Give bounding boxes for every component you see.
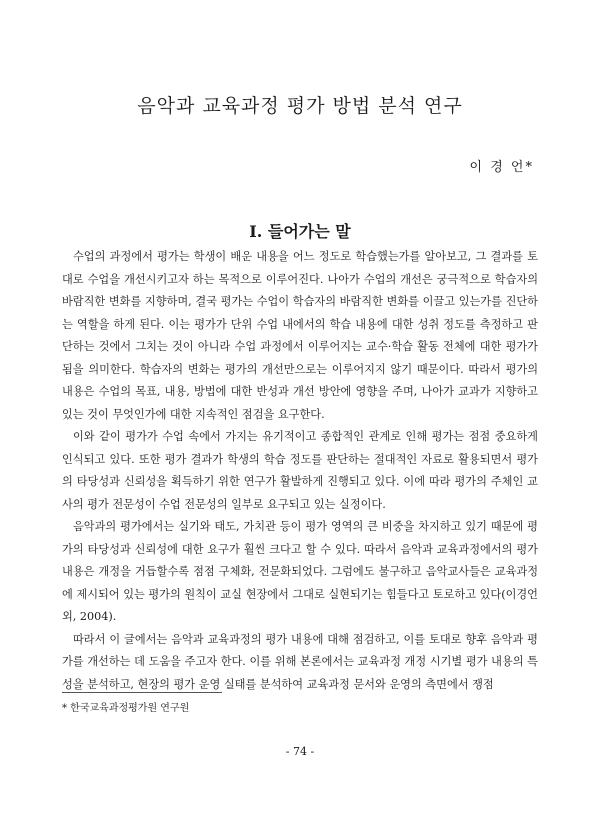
paper-title: 음악과 교육과정 평가 방법 분석 연구 [137, 94, 463, 117]
author-name: 이 경 언* [469, 160, 534, 175]
paragraph: 수업의 과정에서 평가는 학생이 배운 내용을 어느 정도로 학습했는가를 알아보고, 그 결과를 토대로 수업을 개선시키고자 하는 목적으로 이루어진다. 나아가 수업의 개선은 궁극적으로 학습자의 바람직한 변화를 지향하며, 결국 평가는 수업이 학습자의 바람직한 변화를 이끌고 있는가를 진단하는 역할을 하게 된다. 이는 평가가 단위 수업 내에서의 학습 내용에 대한 성취 정도를 측정하고 판단하는 것에서 그치는 것이 아니라 수업 과정에서 이루어지는 교수·학습 활동 전체에 대한 평가가 됨을 의미한다. 학습자의 변화는 평가의 개선만으로는 이루어지지 않기 때문이다. 따라서 평가의 내용은 수업의 목표, 내용, 방법에 대한 반성과 개선 방안에 영향을 주며, 나아가 교과가 지향하고 있는 것이 무엇인가에 대한 지속적인 점검을 요구한다. [62, 250, 538, 421]
section-heading: Ⅰ. 들어가는 말 [249, 222, 351, 242]
paragraph: 따라서 이 글에서는 음악과 교육과정의 평가 내용에 대해 점검하고, 이를 토대로 향후 음악과 평가를 개선하는 데 도움을 주고자 한다. 이를 위해 본론에서는 교육과정 개정 시기별 평가 내용의 특성을 분석하고, 현장의 평가 운영 실태를 분석하여 교육과정 문서와 운영의 측면에서 쟁점 [62, 632, 538, 691]
footnote: * 한국교육과정평가원 연구원 [62, 703, 190, 714]
footnote-divider [62, 692, 222, 693]
page-number: - 74 - [285, 745, 315, 758]
paragraph: 음악과의 평가에서는 실기와 태도, 가치관 등이 평가 영역의 큰 비중을 차지하고 있기 때문에 평가의 타당성과 신뢰성에 대한 요구가 훨씬 크다고 할 수 있다. 따라서 음악과 교육과정에서의 평가 내용은 개정을 거듭할수록 점점 구체화, 전문화되었다. 그럼에도 불구하고 음악교사들은 교육과정에 제시되어 있는 평가의 원칙이 교실 현장에서 그대로 실현되기는 힘들다고 토로하고 있다(이경언 외, 2004). [62, 520, 538, 623]
body-text [62, 246, 538, 696]
paragraph: 이와 같이 평가가 수업 속에서 가지는 유기적이고 종합적인 관계로 인해 평가는 점점 중요하게 인식되고 있다. 또한 평가 결과가 학생의 학습 정도를 판단하는 절대적인 자료로 활용되면서 평가의 타당성과 신뢰성을 획득하기 위한 연구가 활발하게 진행되고 있다. 이에 따라 평가의 주체인 교사의 평가 전문성이 수업 전문성의 일부로 요구되고 있는 실정이다. [62, 430, 538, 511]
